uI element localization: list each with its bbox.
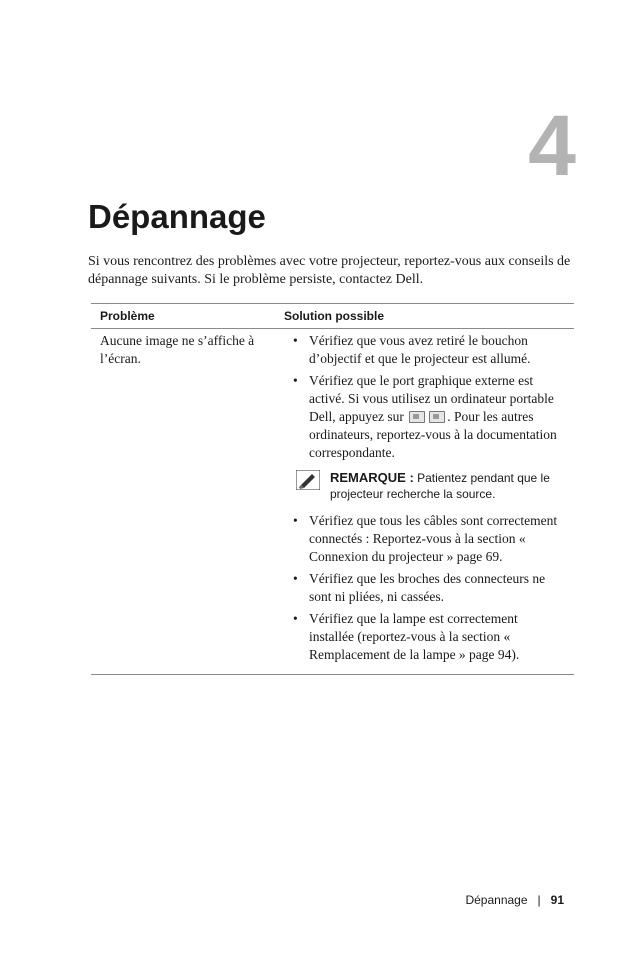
note-text: REMARQUE : Patientez pendant que le projecteur recherche la source. [330,470,550,501]
page-number: 91 [550,893,564,907]
troubleshooting-table [91,303,574,675]
list-item: • Vérifiez que vous avez retiré le bouchon d’objectif et que le projecteur est allumé. [293,333,531,366]
display-switch-key-icon [429,411,445,423]
list-item: • Vérifiez que tous les câbles sont correctement connectés : Reportez-vous à la section « Connexion du projecteur » page 69. [293,513,558,564]
pencil-note-icon [296,470,320,490]
footer-section: Dépannage [465,893,528,907]
chapter-number: 4 [528,98,574,194]
page-footer [465,893,564,907]
table-header-row [91,304,574,329]
list-item: • Vérifiez que les broches des connecteurs ne sont ni pliées, ni cassées. [293,571,546,604]
header-problem: Problème [100,309,155,323]
header-solution: Solution possible [284,309,385,323]
footer-separator: | [537,893,541,907]
solution-list-b [293,512,566,664]
problem-cell: Aucune image ne s’affiche à l’écran. [100,333,255,366]
solution-list-a [293,332,566,462]
fn-key-icon [409,411,425,423]
chapter-title: Dépannage [88,198,266,235]
list-item: • Vérifiez que le port graphique externe est activé. Si vous utilisez un ordinateur portable Dell, appuyez sur . Pour les autres ordinateurs, reportez-vous à la documentation correspondante. [293,373,557,460]
solution-cell [293,332,574,668]
table-row [91,329,574,674]
note-box [293,470,566,502]
intro-paragraph: Si vous rencontrez des problèmes avec votre projecteur, reportez-vous aux conseils de dépannage suivants. Si le problème persiste, contactez Dell. [88,254,571,287]
list-item: • Vérifiez que la lampe est correctement installée (reportez-vous à la section « Remplacement de la lampe » page 94). [293,611,520,662]
